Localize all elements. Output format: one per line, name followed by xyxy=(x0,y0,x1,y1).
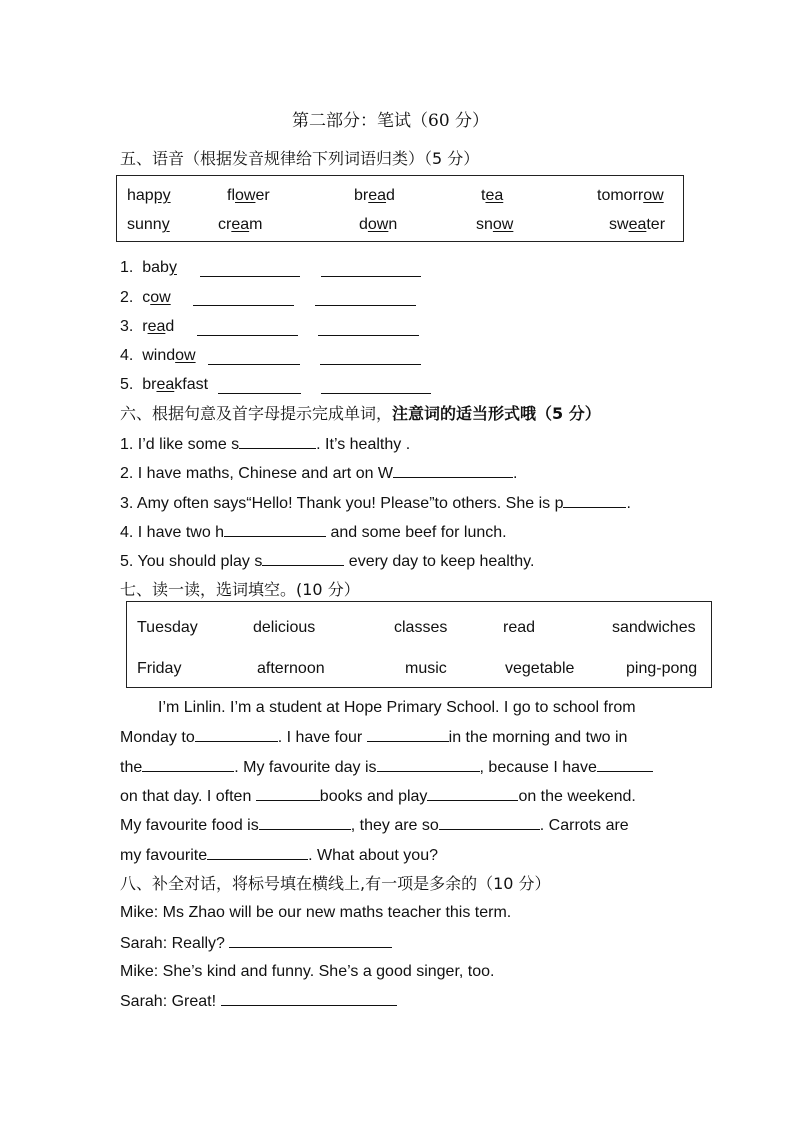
dialogue-line: Mike: She’s kind and funny. She’s a good singer, too. xyxy=(120,963,495,980)
answer-blank[interactable] xyxy=(221,991,397,1006)
answer-blank[interactable] xyxy=(320,364,421,365)
answer-blank[interactable] xyxy=(262,551,344,566)
dialogue-line: Sarah: Great! xyxy=(120,991,397,1012)
bank-word: delicious xyxy=(253,619,316,636)
fill-sentence: 2. I have maths, Chinese and art on W . xyxy=(120,465,518,482)
bank-word: ping-pong xyxy=(626,660,698,677)
answer-blank[interactable] xyxy=(208,364,300,365)
list-item: 4. window xyxy=(120,347,196,364)
dialogue-line: Mike: Ms Zhao will be our new maths teacher this term. xyxy=(120,904,512,921)
answer-blank[interactable] xyxy=(597,757,653,772)
passage-line: on that day. I often books and play on the weekend. xyxy=(120,788,636,805)
answer-blank[interactable] xyxy=(142,757,234,772)
section8-heading: 八、补全对话，将标号填在横线上,有一项是多余的（10 分） xyxy=(120,874,551,893)
answer-blank[interactable] xyxy=(318,335,419,336)
answer-blank[interactable] xyxy=(193,305,294,306)
answer-blank[interactable] xyxy=(321,393,431,394)
bank-word: sandwiches xyxy=(612,619,696,636)
word-tomorrow: tomorrow xyxy=(597,187,664,204)
bank-word: vegetable xyxy=(505,660,575,677)
passage-line: My favourite food is , they are so . Carrots are xyxy=(120,817,629,834)
word-cream: cream xyxy=(218,216,263,233)
bank-word: Friday xyxy=(137,660,182,677)
answer-blank[interactable] xyxy=(321,276,421,277)
answer-blank[interactable] xyxy=(377,757,480,772)
bank-word: Tuesday xyxy=(137,619,198,636)
answer-blank[interactable] xyxy=(439,815,540,830)
answer-blank[interactable] xyxy=(229,933,392,948)
bank-word: music xyxy=(405,660,447,677)
answer-blank[interactable] xyxy=(207,845,308,860)
word-flower: flower xyxy=(227,187,270,204)
dialogue-line: Sarah: Really? xyxy=(120,933,392,954)
bank-word: classes xyxy=(394,619,448,636)
list-item: 3. read xyxy=(120,318,175,335)
answer-blank[interactable] xyxy=(315,305,416,306)
fill-sentence: 4. I have two h and some beef for lunch. xyxy=(120,524,507,541)
answer-blank[interactable] xyxy=(218,393,301,394)
passage-line: the . My favourite day is , because I have xyxy=(120,757,653,778)
word-snow: snow xyxy=(476,216,514,233)
answer-blank[interactable] xyxy=(256,786,320,801)
fill-sentence: 1. I’d like some s . It’s healthy . xyxy=(120,436,411,453)
fill-sentence: 5. You should play s every day to keep healthy. xyxy=(120,553,535,570)
answer-blank[interactable] xyxy=(200,276,300,277)
section5-heading: 五、语音（根据发音规律给下列词语归类）（5 分） xyxy=(120,149,480,168)
section7-heading: 七、读一读，选词填空。(10 分） xyxy=(120,580,360,599)
passage-line: my favourite . What about you? xyxy=(120,847,438,864)
answer-blank[interactable] xyxy=(239,434,316,449)
answer-blank[interactable] xyxy=(259,815,351,830)
list-item: 5. breakfast xyxy=(120,376,209,393)
answer-blank[interactable] xyxy=(224,522,326,537)
word-happy: happy xyxy=(127,187,171,204)
passage-line: I’m Linlin. I’m a student at Hope Primary School. I go to school from xyxy=(158,699,636,716)
part-title: 第二部分：笔试（60 分） xyxy=(292,111,490,131)
word-down: down xyxy=(359,216,398,233)
word-sunny: sunny xyxy=(127,216,170,233)
list-item: 1. baby xyxy=(120,259,177,276)
word-sweater: sweater xyxy=(609,216,666,233)
answer-blank[interactable] xyxy=(195,727,278,742)
fill-sentence: 3. Amy often says“Hello! Thank you! Please”to others. She is p . xyxy=(120,495,631,512)
answer-blank[interactable] xyxy=(427,786,518,801)
bank-word: afternoon xyxy=(257,660,325,677)
answer-blank[interactable] xyxy=(197,335,298,336)
passage-line: Monday to . I have four in the morning and two in xyxy=(120,729,628,746)
section6-heading: 六、根据句意及首字母提示完成单词，注意词的适当形式哦（5 分） xyxy=(120,404,601,423)
list-item: 2. cow xyxy=(120,289,171,306)
answer-blank[interactable] xyxy=(393,463,513,478)
word-tea: tea xyxy=(481,187,504,204)
answer-blank[interactable] xyxy=(367,727,449,742)
word-bread: bread xyxy=(354,187,395,204)
answer-blank[interactable] xyxy=(563,493,626,508)
bank-word: read xyxy=(503,619,536,636)
